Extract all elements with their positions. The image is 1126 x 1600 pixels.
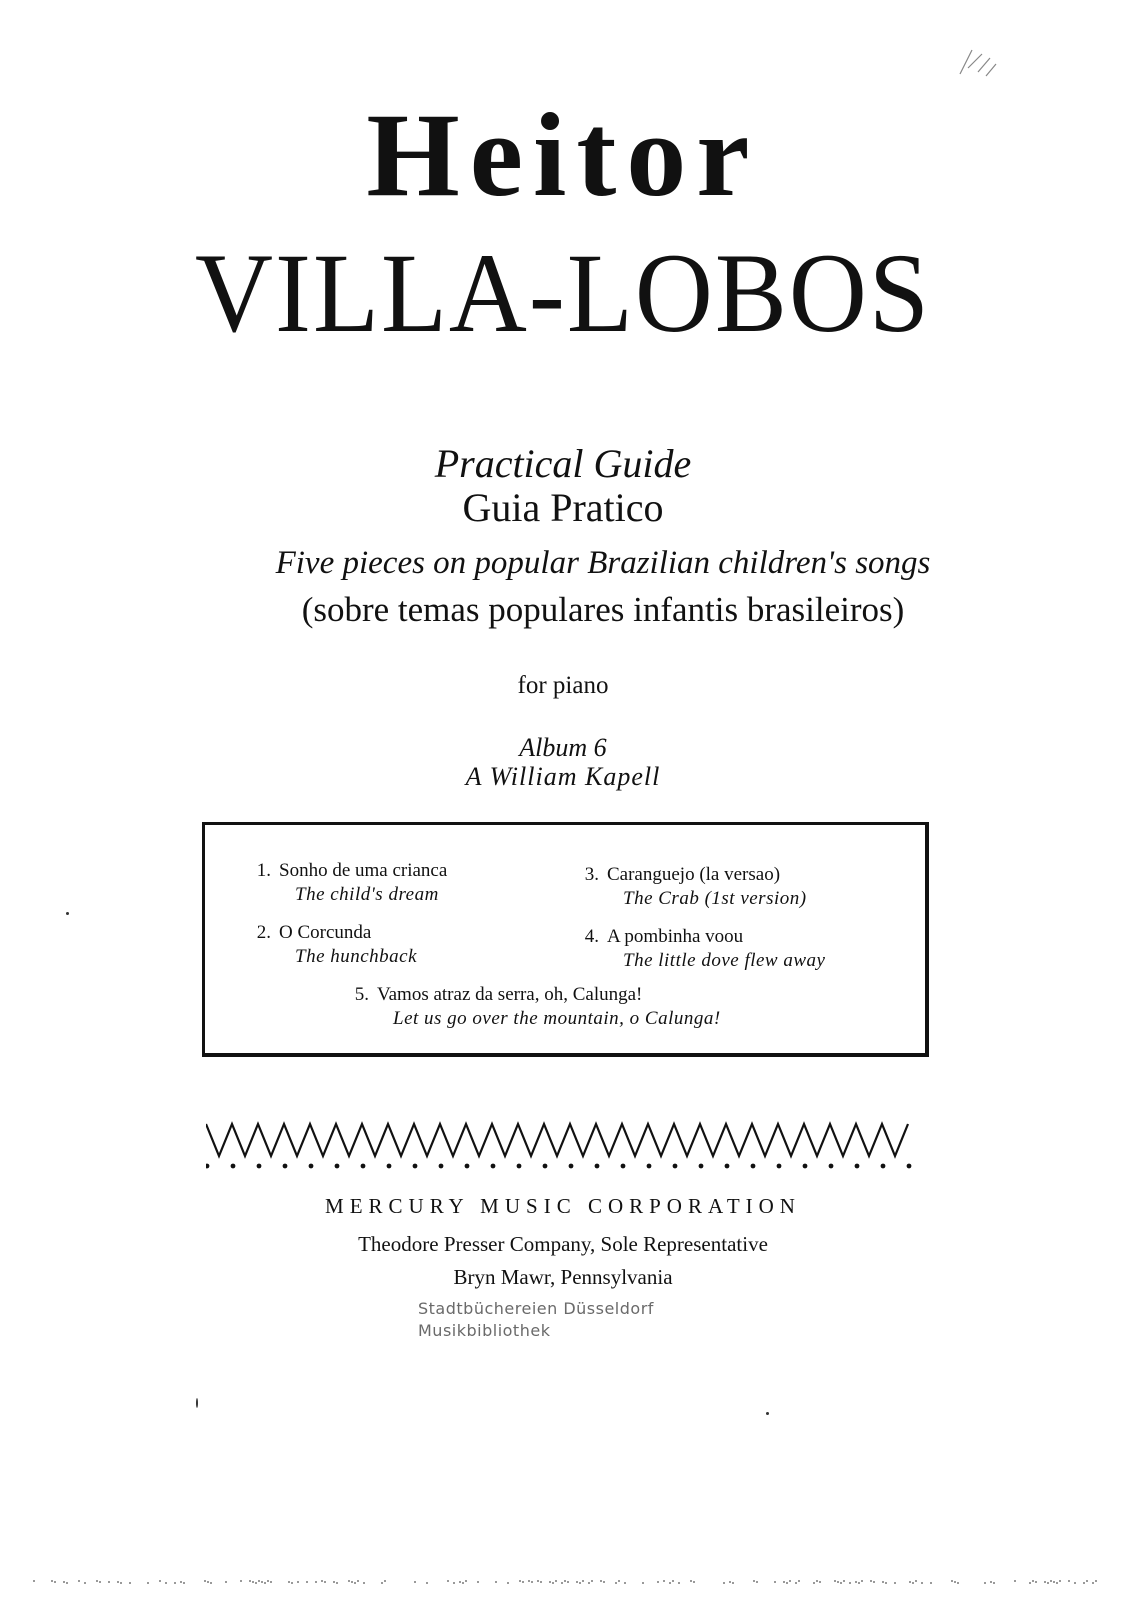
zigzag-dot [907, 1164, 912, 1169]
noise-dot [861, 1580, 863, 1582]
contents-item-title: Caranguejo (la versao) [607, 864, 781, 885]
noise-dot [147, 1582, 149, 1584]
noise-dot [957, 1582, 959, 1584]
noise-dot [66, 1582, 68, 1584]
noise-dot [288, 1581, 290, 1583]
noise-dot [363, 1582, 365, 1584]
noise-dot [180, 1581, 182, 1583]
noise-dot [255, 1582, 257, 1584]
contents-item-translation: The Crab (1st version) [623, 888, 807, 909]
noise-dot [321, 1580, 323, 1582]
noise-dot [465, 1580, 467, 1582]
noise-dot [1086, 1580, 1088, 1582]
noise-dot [1068, 1580, 1070, 1582]
noise-dot [240, 1580, 242, 1582]
noise-dot [1083, 1582, 1085, 1584]
noise-dot [258, 1580, 260, 1582]
noise-dot [663, 1580, 665, 1582]
noise-dot [84, 1582, 86, 1584]
noise-dot [210, 1582, 212, 1584]
zigzag-dot [465, 1164, 470, 1169]
noise-dot [618, 1580, 620, 1582]
noise-dot [909, 1581, 911, 1583]
zigzag-dot [855, 1164, 860, 1169]
noise-dot [381, 1582, 383, 1584]
noise-dot [603, 1581, 605, 1583]
contents-item-2 [243, 921, 417, 969]
noise-dot [894, 1582, 896, 1584]
noise-dot [357, 1580, 359, 1582]
work-title-portuguese: Guia Pratico [462, 485, 664, 530]
contents-item-5 [341, 983, 721, 1031]
noise-dot [624, 1582, 626, 1584]
noise-dot [459, 1581, 461, 1583]
contents-item-translation: The little dove flew away [623, 950, 826, 971]
noise-dot [984, 1582, 986, 1584]
noise-dot [333, 1581, 335, 1583]
noise-dot [813, 1582, 815, 1584]
zigzag-dot [231, 1164, 236, 1169]
contents-item-title: O Corcunda [279, 922, 372, 943]
noise-dot [78, 1580, 80, 1582]
noise-dot [249, 1580, 251, 1582]
noise-dot [207, 1581, 209, 1583]
zigzag-dot [335, 1164, 340, 1169]
contents-item-translation: The hunchback [295, 946, 418, 967]
noise-dot [108, 1581, 110, 1583]
noise-dot [204, 1580, 206, 1582]
zigzag-dot [673, 1164, 678, 1169]
contents-item-number: 4. [584, 926, 599, 947]
noise-dot [33, 1580, 35, 1582]
noise-dot [798, 1580, 800, 1582]
noise-dot [951, 1580, 953, 1582]
noise-dot [672, 1580, 674, 1582]
zigzag-dot [699, 1164, 704, 1169]
noise-dot [348, 1580, 350, 1582]
noise-dot [993, 1582, 995, 1584]
zigzag-dot [257, 1164, 262, 1169]
noise-dot [159, 1580, 161, 1582]
contents-item-title: Vamos atraz da serra, oh, Calunga! [377, 984, 643, 1005]
noise-dot [315, 1581, 317, 1583]
zigzag-dot [361, 1164, 366, 1169]
zigzag-dot [413, 1164, 418, 1169]
noise-dot [795, 1582, 797, 1584]
noise-dot [579, 1582, 581, 1584]
contents-item-4 [571, 925, 825, 973]
noise-dot [426, 1582, 428, 1584]
noise-dot [885, 1582, 887, 1584]
noise-dot [723, 1582, 725, 1584]
library-stamp-line: Musikbibliothek [418, 1321, 551, 1340]
zigzag-dot [751, 1164, 756, 1169]
zigzag-dot [829, 1164, 834, 1169]
noise-dot [267, 1580, 269, 1582]
noise-dot [1095, 1580, 1097, 1582]
noise-dot [921, 1582, 923, 1584]
noise-dot [96, 1580, 98, 1582]
zigzag-dot [543, 1164, 548, 1169]
noise-dot [657, 1581, 659, 1583]
noise-dot [1014, 1580, 1016, 1582]
noise-dot [306, 1581, 308, 1583]
contents-item-number: 2. [256, 922, 271, 943]
noise-dot [1053, 1581, 1055, 1583]
dedication: A William Kapell [465, 762, 661, 791]
noise-dot [561, 1582, 563, 1584]
zigzag-dot [491, 1164, 496, 1169]
noise-dot [1044, 1581, 1046, 1583]
noise-dot [354, 1582, 356, 1584]
noise-dot [414, 1581, 416, 1583]
noise-dot [756, 1581, 758, 1583]
noise-dot [855, 1581, 857, 1583]
publisher-location: Bryn Mawr, Pennsylvania [453, 1265, 673, 1289]
noise-dot [1056, 1582, 1058, 1584]
noise-dot [1032, 1580, 1034, 1582]
noise-dot [252, 1581, 254, 1583]
zigzag-dot [569, 1164, 574, 1169]
noise-dot [540, 1581, 542, 1583]
noise-dot [669, 1582, 671, 1584]
noise-dot [1047, 1582, 1049, 1584]
scan-speck [66, 912, 69, 915]
noise-dot [576, 1581, 578, 1583]
pencil-mark [952, 44, 1002, 84]
noise-dot [129, 1582, 131, 1584]
contents-item-number: 3. [584, 864, 599, 885]
album-number: Album 6 [519, 733, 607, 762]
instrument-line: for piano [517, 672, 609, 699]
contents-box [202, 822, 929, 1057]
noise-dot [1029, 1582, 1031, 1584]
noise-dot [384, 1580, 386, 1582]
noise-dot [552, 1582, 554, 1584]
zigzag-dot [283, 1164, 288, 1169]
noise-dot [789, 1580, 791, 1582]
publisher-name: MERCURY MUSIC CORPORATION [325, 1194, 801, 1218]
noise-dot [753, 1580, 755, 1582]
noise-dot [174, 1582, 176, 1584]
noise-dot [1035, 1581, 1037, 1583]
contents-item-title: A pombinha voou [607, 926, 744, 947]
noise-dot [117, 1581, 119, 1583]
contents-item-title: Sonho de uma crianca [279, 860, 448, 881]
noise-dot [477, 1581, 479, 1583]
noise-dot [819, 1581, 821, 1583]
noise-dot [693, 1581, 695, 1583]
noise-dot [261, 1581, 263, 1583]
noise-dot [324, 1581, 326, 1583]
noise-dot [291, 1582, 293, 1584]
noise-dot [774, 1581, 776, 1583]
noise-dot [690, 1580, 692, 1582]
zigzag-dot [725, 1164, 730, 1169]
noise-dot [165, 1582, 167, 1584]
zigzag-dot [309, 1164, 314, 1169]
noise-dot [858, 1582, 860, 1584]
noise-dot [549, 1581, 551, 1583]
noise-dot [915, 1580, 917, 1582]
noise-dot [519, 1580, 521, 1582]
noise-dot [1074, 1582, 1076, 1584]
composer-first-name: Heitor [366, 88, 760, 221]
work-description-english: Five pieces on popular Brazilian children's songs [275, 545, 931, 581]
noise-dot [954, 1581, 956, 1583]
zigzag-dot [647, 1164, 652, 1169]
noise-dot [453, 1582, 455, 1584]
zigzag-dot [439, 1164, 444, 1169]
zigzag-dot [881, 1164, 886, 1169]
contents-item-translation: The child's dream [295, 884, 439, 905]
zigzag-dot [517, 1164, 522, 1169]
noise-dot [264, 1582, 266, 1584]
noise-dot [1092, 1582, 1094, 1584]
noise-dot [54, 1581, 56, 1583]
noise-dot [99, 1581, 101, 1583]
contents-item-1 [243, 859, 447, 907]
noise-dot [1059, 1580, 1061, 1582]
noise-dot [783, 1581, 785, 1583]
noise-dot [1050, 1580, 1052, 1582]
library-stamp [418, 1298, 654, 1342]
noise-dot [990, 1581, 992, 1583]
noise-dot [120, 1582, 122, 1584]
library-stamp-line: Stadtbüchereien Düsseldorf [418, 1299, 654, 1318]
noise-dot [225, 1581, 227, 1583]
zigzag-dot [621, 1164, 626, 1169]
noise-dot [912, 1582, 914, 1584]
zigzag-border-ornament [206, 1116, 920, 1172]
noise-dot [582, 1580, 584, 1582]
contents-item-3 [571, 863, 807, 911]
noise-dot [843, 1580, 845, 1582]
noise-dot [507, 1582, 509, 1584]
noise-dot [447, 1580, 449, 1582]
noise-dot [615, 1582, 617, 1584]
noise-dot [336, 1582, 338, 1584]
noise-dot [786, 1582, 788, 1584]
noise-dot [600, 1580, 602, 1582]
noise-dot [873, 1581, 875, 1583]
noise-dot [930, 1582, 932, 1584]
noise-dot [555, 1580, 557, 1582]
noise-dot [522, 1581, 524, 1583]
contents-item-translation: Let us go over the mountain, o Calunga! [393, 1008, 721, 1029]
noise-dot [297, 1581, 299, 1583]
noise-dot [870, 1580, 872, 1582]
noise-dot [51, 1580, 53, 1582]
noise-dot [528, 1580, 530, 1582]
composer-last-name: VILLA-LOBOS [195, 231, 931, 356]
noise-dot [591, 1580, 593, 1582]
noise-dot [531, 1581, 533, 1583]
noise-dot [564, 1580, 566, 1582]
noise-dot [462, 1582, 464, 1584]
zigzag-dot [206, 1164, 209, 1169]
scan-speck [766, 1412, 769, 1415]
zigzag-dot [803, 1164, 808, 1169]
noise-dot [495, 1581, 497, 1583]
noise-dot [840, 1582, 842, 1584]
noise-dot [834, 1580, 836, 1582]
noise-dot [63, 1581, 65, 1583]
zigzag-dot [777, 1164, 782, 1169]
work-title-english: Practical Guide [434, 441, 692, 486]
noise-dot [678, 1582, 680, 1584]
noise-dot [351, 1581, 353, 1583]
zigzag-dot [595, 1164, 600, 1169]
noise-dot [729, 1581, 731, 1583]
contents-item-number: 5. [354, 984, 369, 1005]
contents-item-number: 1. [256, 860, 271, 881]
zigzag-dot [387, 1164, 392, 1169]
noise-dot [849, 1582, 851, 1584]
zigzag-line [206, 1124, 908, 1156]
scan-noise-strip [30, 1580, 1100, 1586]
noise-dot [642, 1582, 644, 1584]
noise-dot [567, 1581, 569, 1583]
noise-dot [588, 1582, 590, 1584]
noise-dot [270, 1581, 272, 1583]
noise-dot [732, 1582, 734, 1584]
noise-dot [837, 1581, 839, 1583]
noise-dot [816, 1580, 818, 1582]
noise-dot [183, 1582, 185, 1584]
noise-dot [882, 1581, 884, 1583]
scan-speck [196, 1398, 198, 1408]
work-description-portuguese: (sobre temas populares infantis brasileiros) [301, 590, 905, 629]
noise-dot [537, 1580, 539, 1582]
publisher-representative: Theodore Presser Company, Sole Representative [358, 1232, 768, 1256]
